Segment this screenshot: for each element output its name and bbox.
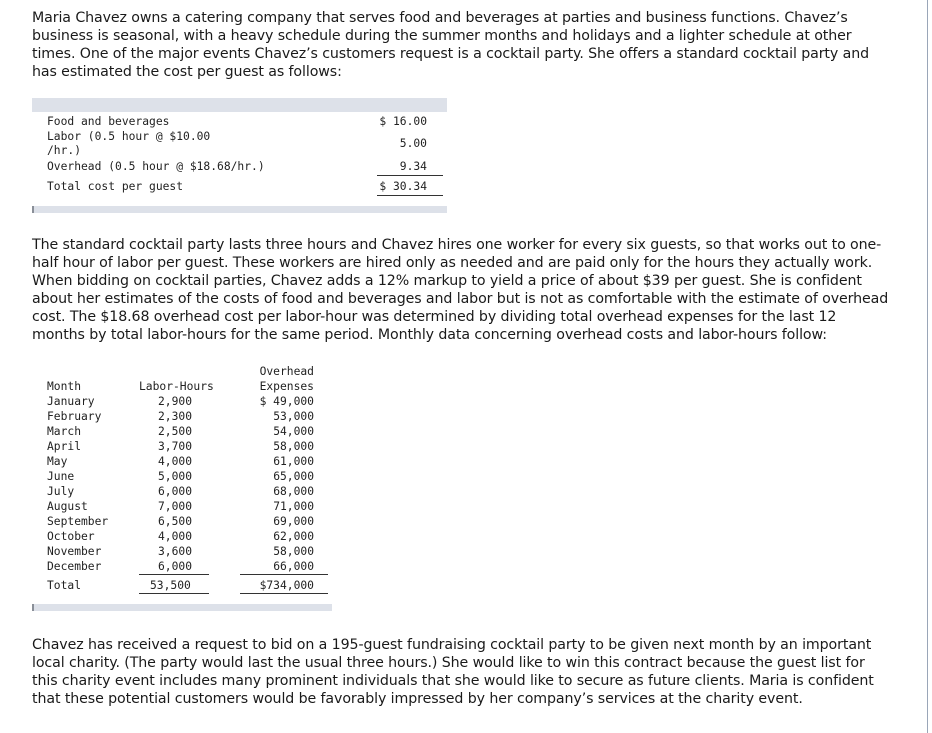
overhead-expenses-cell: 58,000 xyxy=(273,440,314,453)
overhead-expenses-cell: 65,000 xyxy=(273,470,314,483)
overhead-expenses-cell: 61,000 xyxy=(273,455,314,468)
total-hours: 53,500 xyxy=(150,579,191,592)
labor-hours-cell: 3,600 xyxy=(158,545,193,558)
overhead-expenses-cell: 53,000 xyxy=(273,410,314,423)
labor-hours-cell: 2,300 xyxy=(158,410,193,423)
month-cell: October xyxy=(47,530,95,543)
table-footer-tick xyxy=(32,206,34,213)
header-expenses-line1: Overhead xyxy=(259,365,314,378)
overhead-expenses-cell: 66,000 xyxy=(273,560,314,573)
month-cell: January xyxy=(47,395,95,408)
month-cell: December xyxy=(47,560,102,573)
month-cell: May xyxy=(47,455,68,468)
month-cell: April xyxy=(47,440,82,453)
labor-hours-cell: 6,500 xyxy=(158,515,193,528)
overhead-expenses-cell: 68,000 xyxy=(273,485,314,498)
table-header-bar xyxy=(32,98,447,112)
header-month: Month xyxy=(47,380,82,393)
cost-row-label: Labor (0.5 hour @ $10.00 xyxy=(47,130,211,143)
cost-per-guest-table xyxy=(32,98,447,213)
overhead-expenses-cell: 54,000 xyxy=(273,425,314,438)
cost-row-amount: 9.34 xyxy=(399,160,427,173)
cost-row-label-cont: /hr.) xyxy=(47,144,82,157)
month-cell: March xyxy=(47,425,82,438)
intro-paragraph: Maria Chavez owns a catering company that serves food and beverages at parties and business functions. Chavez’s business is seasonal, with a heavy schedule during the summer months and holidays and a lighter schedule at other times. One of the major events Chavez’s customers request is a cocktail party. She offers a standard cocktail party and has estimated the cost per guest as follows: xyxy=(32,10,869,80)
labor-hours-cell: 4,000 xyxy=(158,455,193,468)
table-footer-bar xyxy=(32,206,447,213)
overhead-expenses-cell: 69,000 xyxy=(273,515,314,528)
overhead-expenses-cell: 62,000 xyxy=(273,530,314,543)
total-label: Total xyxy=(47,579,82,592)
month-cell: November xyxy=(47,545,102,558)
labor-hours-cell: 6,000 xyxy=(158,560,193,573)
cost-row-amount: $ 16.00 xyxy=(379,115,427,128)
cost-total-label: Total cost per guest xyxy=(47,180,184,193)
cost-row-label: Food and beverages xyxy=(47,115,170,128)
total-underline xyxy=(377,195,443,196)
table-footer-tick xyxy=(32,604,34,611)
expenses-underline xyxy=(240,574,328,575)
closing-paragraph: Chavez has received a request to bid on a 195-guest fundraising cocktail party to be given next month by an important local charity. (The party would last the usual three hours.) She would like to win this contract because the guest list for this charity event includes many prominent individuals that she would like to secure as future clients. Maria is confident that these potential customers would be favorably impressed by her company’s services at the charity event. xyxy=(32,637,874,707)
month-cell: June xyxy=(47,470,75,483)
hours-total-underline xyxy=(139,593,209,594)
overhead-data-table xyxy=(32,364,332,611)
month-cell: September xyxy=(47,515,109,528)
cost-row-label: Overhead (0.5 hour @ $18.68/hr.) xyxy=(47,160,265,173)
right-border-rule xyxy=(927,0,928,733)
month-cell: July xyxy=(47,485,75,498)
labor-hours-cell: 2,900 xyxy=(158,395,193,408)
labor-hours-cell: 6,000 xyxy=(158,485,193,498)
subtotal-underline xyxy=(377,175,443,176)
labor-hours-cell: 3,700 xyxy=(158,440,193,453)
middle-paragraph: The standard cocktail party lasts three hours and Chavez hires one worker for every six guests, so that works out to one-half hour of labor per guest. These workers are hired only as needed and are paid only for the hours they actually work. When bidding on cocktail parties, Chavez adds a 12% markup to yield a price of about $39 per guest. She is confident about her estimates of the costs of food and beverages and labor but is not as comfortable with the estimate of overhead cost. The $18.68 overhead cost per labor-hour was determined by dividing total overhead expenses for the last 12 months by total labor-hours for the same period. Monthly data concerning overhead costs and labor-hours follow: xyxy=(32,237,889,343)
total-expenses: $734,000 xyxy=(259,579,314,592)
labor-hours-cell: 7,000 xyxy=(158,500,193,513)
overhead-expenses-cell: 71,000 xyxy=(273,500,314,513)
labor-hours-cell: 5,000 xyxy=(158,470,193,483)
overhead-expenses-cell: 58,000 xyxy=(273,545,314,558)
overhead-expenses-cell: $ 49,000 xyxy=(259,395,314,408)
table-footer-bar xyxy=(32,604,332,611)
header-labor-hours: Labor-Hours xyxy=(139,380,214,393)
cost-row-amount: 5.00 xyxy=(399,137,427,150)
expenses-total-underline xyxy=(240,593,328,594)
month-cell: February xyxy=(47,410,102,423)
hours-underline xyxy=(139,574,209,575)
header-expenses-line2: Expenses xyxy=(259,380,314,393)
month-cell: August xyxy=(47,500,88,513)
cost-total-amount: $ 30.34 xyxy=(379,180,427,193)
labor-hours-cell: 4,000 xyxy=(158,530,193,543)
labor-hours-cell: 2,500 xyxy=(158,425,193,438)
